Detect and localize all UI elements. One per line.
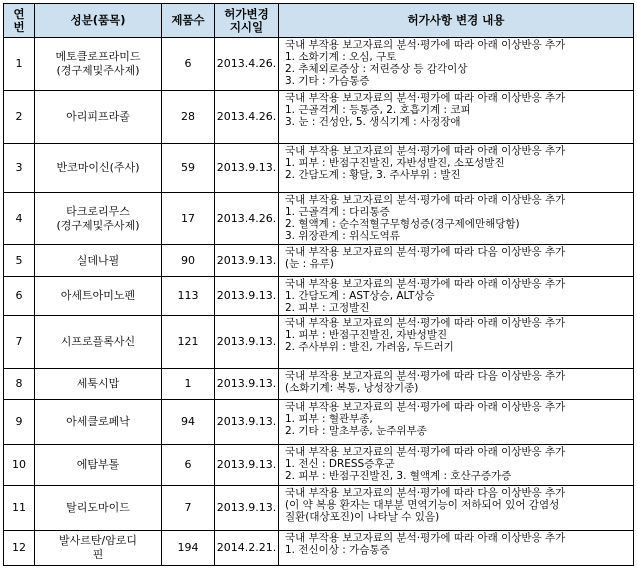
- table-row: [4, 369, 634, 400]
- change-date-cell: 2013.9.13.: [215, 143, 279, 193]
- change-content-cell: 국내 부작용 보고자료의 분석·평가에 따라 아래 이상반응 추가 1. 간담도계 : AST상승, ALT상승 2. 피부 : 고정발진: [279, 277, 634, 316]
- row-number: 8: [4, 369, 35, 400]
- row-number: 9: [4, 400, 35, 445]
- change-content-cell: 국내 부작용 보고자료의 분석·평가에 따라 다음 이상반응 추가 (소화기계: 복통, 낭성장기종): [279, 369, 634, 400]
- ingredient-cell: 탈리도마이드: [35, 486, 162, 531]
- product-count-cell: 59: [162, 143, 215, 193]
- change-date-cell: 2013.4.26.: [215, 90, 279, 143]
- row-number: 10: [4, 444, 35, 485]
- product-count-cell: 6: [162, 38, 215, 91]
- change-content-cell: 국내 부작용 보고자료의 분석·평가에 따라 아래 이상반응 추가 1. 근골격계 : 다리통증 2. 혈액계 : 순수적혈구무형성증(경구제에만해당함) 3. 위장관계 : 위식도역류: [279, 193, 634, 245]
- product-count-cell: 7: [162, 486, 215, 531]
- table-row: [4, 143, 634, 193]
- header-changes: 허가사항 변경 내용: [279, 4, 634, 38]
- ingredient-cell: 시프로플록사신: [35, 316, 162, 369]
- permit-change-table: [3, 3, 634, 566]
- change-content-cell: 국내 부작용 보고자료의 분석·평가에 따라 아래 이상반응 추가 1. 근골격계 : 등통증, 2. 호흡기계 : 코피 3. 눈 : 건성안, 5. 생식기계 : 사정장애: [279, 90, 634, 143]
- header-ingredient: 성분(품목): [35, 4, 162, 38]
- change-date-cell: 2013.9.13.: [215, 245, 279, 277]
- product-count-cell: 90: [162, 245, 215, 277]
- table-row: [4, 486, 634, 531]
- table-row: [4, 38, 634, 91]
- change-date-cell: 2013.9.13.: [215, 400, 279, 445]
- product-count-cell: 17: [162, 193, 215, 245]
- ingredient-cell: 실데나필: [35, 245, 162, 277]
- ingredient-cell: 발사르탄/암로디 핀: [35, 530, 162, 565]
- row-number: 12: [4, 530, 35, 565]
- row-number: 2: [4, 90, 35, 143]
- product-count-cell: 94: [162, 400, 215, 445]
- change-date-cell: 2013.4.26.: [215, 38, 279, 91]
- change-content-cell: 국내 부작용 보고자료의 분석·평가에 따라 아래 이상반응 추가 1. 피부 : 반점구진발진, 자반성발진 2. 주사부위 : 발진, 가려움, 두드러기: [279, 316, 634, 369]
- ingredient-cell: 아세클로페낙: [35, 400, 162, 445]
- change-date-cell: 2013.9.13.: [215, 444, 279, 485]
- row-number: 6: [4, 277, 35, 316]
- change-content-cell: 국내 부작용 보고자료의 분석·평가에 따라 다음 이상반응 추가 (눈 : 유루): [279, 245, 634, 277]
- change-date-cell: 2014.2.21.: [215, 530, 279, 565]
- product-count-cell: 6: [162, 444, 215, 485]
- change-date-cell: 2013.4.26.: [215, 193, 279, 245]
- change-date-cell: 2013.9.13.: [215, 277, 279, 316]
- table-body: [4, 38, 634, 566]
- header-count: 제품수: [162, 4, 215, 38]
- table-row: [4, 530, 634, 565]
- product-count-cell: 28: [162, 90, 215, 143]
- table-row: [4, 245, 634, 277]
- row-number: 5: [4, 245, 35, 277]
- table-row: [4, 400, 634, 445]
- change-content-cell: 국내 부작용 보고자료의 분석·평가에 따라 아래 이상반응 추가 1. 전신이상 : 가슴통증: [279, 530, 634, 565]
- change-content-cell: 국내 부작용 보고자료의 분석·평가에 따라 다음 이상반응 추가 (이 약 복용 환자는 대부분 면역기능이 저하되어 있어 감염성 질환(대상포진)이 나타날 수 있음): [279, 486, 634, 531]
- product-count-cell: 194: [162, 530, 215, 565]
- ingredient-cell: 타크로리무스 (경구제및주사제): [35, 193, 162, 245]
- header-date: 허가변경 지시일: [215, 4, 279, 38]
- row-number: 4: [4, 193, 35, 245]
- ingredient-cell: 반코마이신(주사): [35, 143, 162, 193]
- change-date-cell: 2013.9.13.: [215, 369, 279, 400]
- ingredient-cell: 아리피프라졸: [35, 90, 162, 143]
- row-number: 3: [4, 143, 35, 193]
- change-date-cell: 2013.9.13.: [215, 486, 279, 531]
- change-content-cell: 국내 부작용 보고자료의 분석·평가에 따라 아래 이상반응 추가 1. 피부 : 반점구진발진, 자반성발진, 소포성발진 2. 간담도계 : 황달, 3. 주사부위 : 발진: [279, 143, 634, 193]
- product-count-cell: 1: [162, 369, 215, 400]
- table-row: [4, 277, 634, 316]
- change-date-cell: 2013.9.13.: [215, 316, 279, 369]
- ingredient-cell: 아세트아미노펜: [35, 277, 162, 316]
- ingredient-cell: 세툭시맙: [35, 369, 162, 400]
- table-header-row: [4, 4, 634, 38]
- row-number: 7: [4, 316, 35, 369]
- table-row: [4, 90, 634, 143]
- table-row: [4, 316, 634, 369]
- product-count-cell: 121: [162, 316, 215, 369]
- table-row: [4, 193, 634, 245]
- ingredient-cell: 메토클로프라미드 (경구제및주사제): [35, 38, 162, 91]
- change-content-cell: 국내 부작용 보고자료의 분석·평가에 따라 아래 이상반응 추가 1. 전신 : DRESS증후군 2. 피부 : 반점구진발진, 3. 혈액계 : 호산구증가증: [279, 444, 634, 485]
- header-no: 연 번: [4, 4, 35, 38]
- table-row: [4, 444, 634, 485]
- row-number: 11: [4, 486, 35, 531]
- change-content-cell: 국내 부작용 보고자료의 분석·평가에 따라 아래 이상반응 추가 1. 소화기계 : 오심, 구토 2. 추체외로증상 : 저린증상 등 감각이상 3. 기타 : 가슴통증: [279, 38, 634, 91]
- row-number: 1: [4, 38, 35, 91]
- product-count-cell: 113: [162, 277, 215, 316]
- ingredient-cell: 에탐부톨: [35, 444, 162, 485]
- change-content-cell: 국내 부작용 보고자료의 분석·평가에 따라 아래 이상반응 추가 1. 피부 : 혈관부종, 2. 기타 : 말초부종, 눈주위부종: [279, 400, 634, 445]
